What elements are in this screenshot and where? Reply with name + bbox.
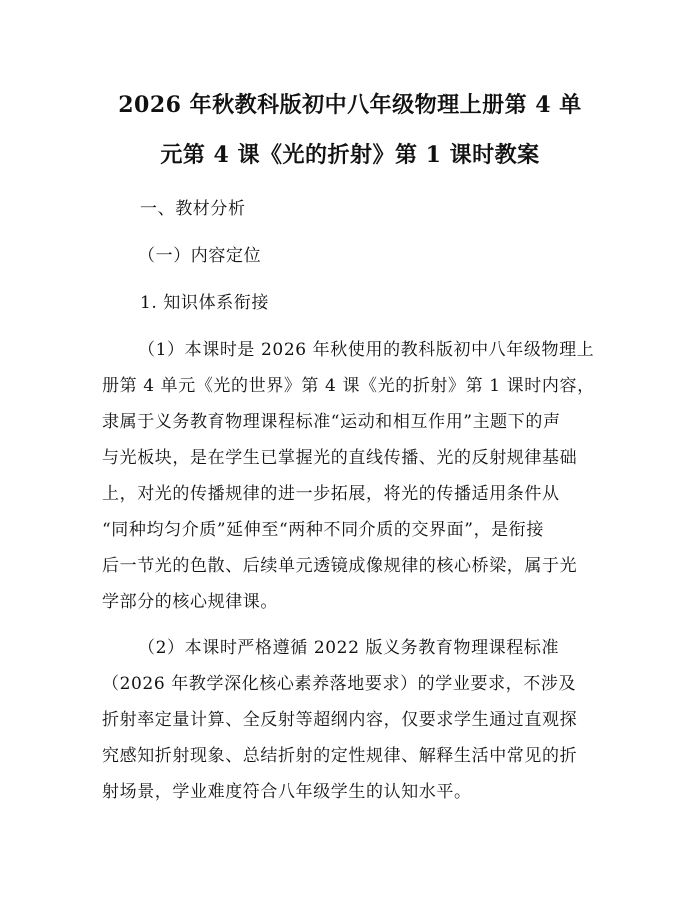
paragraph-1-line: 学部分的核心规律课。 <box>102 592 278 612</box>
paragraph-1-line: 与光板块，是在学生已掌握光的直线传播、光的反射规律基础 <box>102 448 578 468</box>
paragraph-1-line: 后一节光的色散、后续单元透镜成像规律的核心桥梁，属于光 <box>102 556 578 576</box>
paragraph-1-line: 上，对光的传播规律的进一步拓展，将光的传播适用条件从 <box>102 484 560 504</box>
item-heading: 1. 知识体系衔接 <box>140 293 270 313</box>
document-title-line-2: 元第 4 课《光的折射》第 1 课时教案 <box>160 142 540 168</box>
paragraph-1-line: 隶属于义务教育物理课程标准“运动和相互作用”主题下的声 <box>102 412 561 432</box>
paragraph-2-line: （2）本课时严格遵循 2022 版义务教育物理课程标准 <box>138 638 560 658</box>
paragraph-1-line: （1）本课时是 2026 年秋使用的教科版初中八年级物理上 <box>138 340 595 360</box>
paragraph-2-line: 究感知折射现象、总结折射的定性规律、解释生活中常见的折 <box>102 746 578 766</box>
subsection-heading: （一）内容定位 <box>138 246 262 266</box>
paragraph-2-line: 射场景，学业难度符合八年级学生的认知水平。 <box>102 782 472 802</box>
paragraph-1-line: 册第 4 单元《光的世界》第 4 课《光的折射》第 1 课时内容， <box>102 376 595 396</box>
paragraph-1-line: “同种均匀介质”延伸至“两种不同介质的交界面”，是衔接 <box>102 520 544 540</box>
paragraph-2-line: 折射率定量计算、全反射等超纲内容，仅要求学生通过直观探 <box>102 710 578 730</box>
section-heading: 一、教材分析 <box>140 199 246 219</box>
paragraph-2-line: （2026 年教学深化核心素养落地要求）的学业要求，不涉及 <box>102 674 577 694</box>
document-title-line-1: 2026 年秋教科版初中八年级物理上册第 4 单 <box>118 92 582 118</box>
